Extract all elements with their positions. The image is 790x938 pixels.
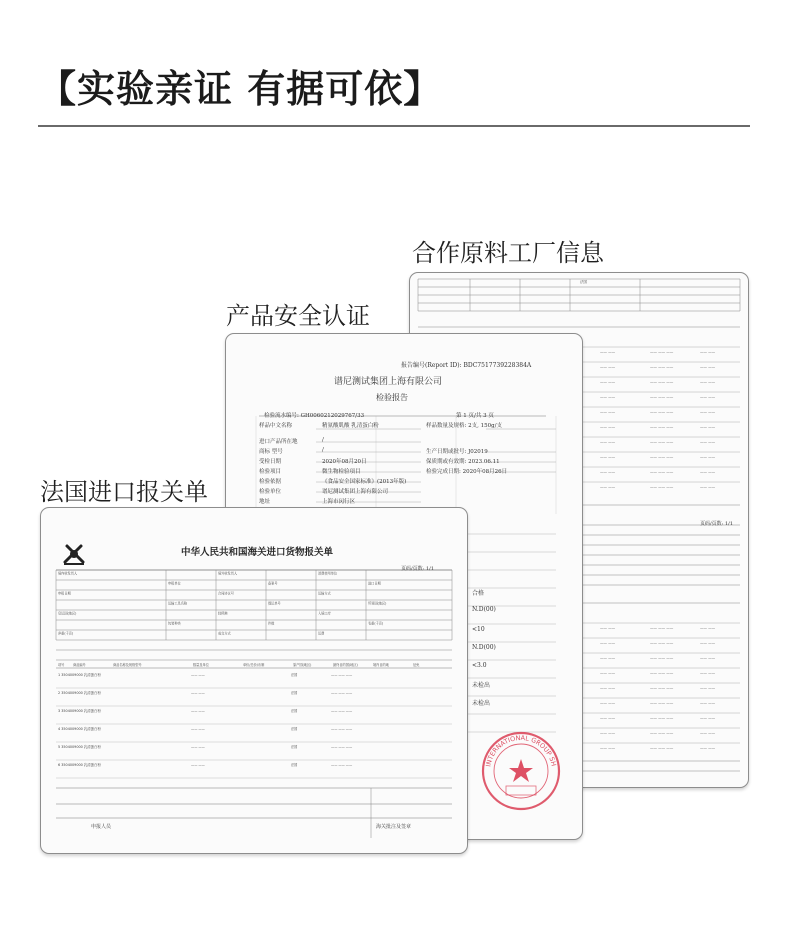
factory-row-text: —— —— xyxy=(600,686,616,690)
customs-footer-right: 海关批注及签章 xyxy=(376,824,412,830)
factory-row-text: —— —— xyxy=(700,485,716,489)
customs-col-header: 最终目的国(地区) xyxy=(333,663,358,667)
customs-item-country: 法国 xyxy=(291,709,298,713)
report-row-3-key: 受检日期 xyxy=(259,459,282,465)
report-row-6-key: 检验单位 xyxy=(259,489,282,495)
factory-row-text: —— —— xyxy=(600,365,616,369)
report-row-5-key: 检验依据 xyxy=(259,479,282,485)
factory-row-text: —— —— —— xyxy=(650,671,674,675)
customs-field-label: 申报单位 xyxy=(168,581,181,586)
customs-field-label: 进口日期 xyxy=(368,581,381,586)
factory-row-text: —— —— —— xyxy=(650,440,674,444)
customs-col-header: 单价/总价/币制 xyxy=(243,663,265,667)
customs-field-label: 成交方式 xyxy=(218,631,231,636)
factory-row-text: —— —— xyxy=(700,686,716,690)
page-title: 【实验亲证 有据可依】 xyxy=(38,67,443,111)
label-safety-cert: 产品安全认证 xyxy=(226,302,370,330)
factory-row-text: —— —— xyxy=(600,641,616,645)
customs-col-header: 商品名称及规格型号 xyxy=(113,663,142,667)
report-side-val-2: <10 xyxy=(472,626,485,633)
customs-field-label: 入境口岸 xyxy=(318,611,331,616)
report-row-7-val: 上海市闵行区 xyxy=(322,499,356,505)
report-row-0-key: 样品中文名称 xyxy=(259,423,293,429)
report-heading: 检验报告 xyxy=(376,393,408,402)
customs-field-label: 境外收发货人 xyxy=(218,571,238,576)
factory-row-text: —— —— —— xyxy=(650,731,674,735)
report-row-5-val: 《食品安全国家标准》(2013年版) xyxy=(322,479,407,485)
factory-row-text: —— —— xyxy=(700,470,716,474)
report-page-info: 第 1 页/共 3 页 xyxy=(456,413,494,419)
factory-row-text: —— —— xyxy=(600,470,616,474)
report-row-2-val: / xyxy=(322,447,324,453)
customs-field-label: 件数 xyxy=(268,621,275,626)
factory-row-text: —— —— xyxy=(700,380,716,384)
customs-field-label: 贸易国(地区) xyxy=(368,601,387,606)
customs-declaration-document xyxy=(40,507,468,854)
factory-row-text: —— —— xyxy=(600,425,616,429)
report-row-6-val: 谱尼测试集团上海有限公司 xyxy=(322,489,389,495)
factory-page-a: 页码/页数: 1/1 xyxy=(700,521,734,527)
factory-row-text: —— —— —— xyxy=(650,716,674,720)
report-right-3: 检验完成日期: 2020年08月26日 xyxy=(426,469,508,475)
label-customs-declaration: 法国进口报关单 xyxy=(40,478,208,506)
factory-row-text: —— —— —— xyxy=(650,455,674,459)
factory-row-text: —— —— —— xyxy=(650,746,674,750)
customs-field-label: 备案号 xyxy=(268,581,278,586)
factory-row-text: —— —— xyxy=(600,731,616,735)
factory-row-text: —— —— xyxy=(700,425,716,429)
report-side-val-3: N.D(00) xyxy=(472,644,496,651)
customs-page-info: 页码/页数: 1/1 xyxy=(401,566,435,572)
customs-field-label: 启运国(地区) xyxy=(58,611,77,616)
factory-row-text: —— —— xyxy=(700,641,716,645)
svg-text:INTERNATIONAL GROUP SH: INTERNATIONAL GROUP SH xyxy=(484,733,558,768)
factory-row-text: —— —— xyxy=(600,395,616,399)
factory-row-text: —— —— —— xyxy=(650,350,674,354)
customs-item-text: —— —— xyxy=(191,727,205,731)
customs-form-title: 中华人民共和国海关进口货物报关单 xyxy=(181,547,334,558)
customs-item-text: 6 3504009000 乳清蛋白粉 xyxy=(58,763,101,767)
report-row-4-val: 微生物检验项目 xyxy=(322,469,361,475)
customs-col-header: 数量及单位 xyxy=(193,663,209,667)
factory-row-text: —— —— xyxy=(600,746,616,750)
title-rule xyxy=(38,125,750,127)
factory-row-text: —— —— —— xyxy=(650,395,674,399)
report-right-1: 生产日期或批号: J02019 xyxy=(426,449,488,455)
customs-field-label: 申报日期 xyxy=(58,591,71,596)
customs-field-label: 包装种类 xyxy=(168,621,181,626)
customs-item-text: —— —— —— xyxy=(331,745,353,749)
customs-field-label: 毛重(千克) xyxy=(368,621,384,626)
factory-row-text: —— —— xyxy=(600,656,616,660)
customs-col-header: 商品编号 xyxy=(73,663,86,667)
report-row-0-val: 精氨酸肌酸 乳清蛋白粉 xyxy=(322,423,379,429)
customs-field-label: 运费 xyxy=(318,631,325,636)
factory-row-text: —— —— —— xyxy=(650,470,674,474)
customs-field-label: 境内收发货人 xyxy=(58,571,78,576)
factory-row-text: —— —— —— xyxy=(650,641,674,645)
factory-row-text: —— —— xyxy=(700,671,716,675)
customs-footer-left: 申报人员 xyxy=(91,824,112,830)
factory-row-text: —— —— xyxy=(600,350,616,354)
report-number: 报告编号(Report ID): BDC7517739228384A xyxy=(401,362,532,369)
customs-item-text: —— —— xyxy=(191,745,205,749)
factory-row-text: —— —— xyxy=(600,440,616,444)
customs-item-country: 法国 xyxy=(291,745,298,749)
factory-row-text: —— —— xyxy=(700,365,716,369)
factory-row-text: —— —— xyxy=(700,746,716,750)
customs-item-text: —— —— —— xyxy=(331,727,353,731)
factory-row-text: —— —— —— xyxy=(650,365,674,369)
report-side-val-4: <3.0 xyxy=(472,662,487,669)
factory-row-text: —— —— xyxy=(700,626,716,630)
factory-row-text: —— —— xyxy=(600,455,616,459)
customs-col-header: 境内目的地 xyxy=(373,663,389,667)
customs-item-country: 法国 xyxy=(291,691,298,695)
customs-col-header: 项号 xyxy=(58,663,65,667)
customs-item-text: —— —— xyxy=(191,763,205,767)
factory-row-text: —— —— xyxy=(600,485,616,489)
report-row-1-key: 进口产品所在地 xyxy=(259,439,298,445)
customs-item-text: 4 3504009000 乳清蛋白粉 xyxy=(58,727,101,731)
report-company: 谱尼测试集团上海有限公司 xyxy=(334,377,443,387)
customs-field-label: 经停港 xyxy=(218,611,228,616)
factory-row-text: —— —— xyxy=(700,716,716,720)
inspection-stamp xyxy=(476,726,566,816)
factory-row-text: —— —— xyxy=(600,701,616,705)
factory-row-text: —— —— —— xyxy=(650,380,674,384)
customs-item-country: 法国 xyxy=(291,727,298,731)
report-inspect-no: 检验流水编号: GH0060212029767/33 xyxy=(264,413,365,419)
report-right-0: 样品数量及规格: 2支, 150g/支 xyxy=(426,423,502,429)
customs-item-text: —— —— xyxy=(191,709,205,713)
customs-item-text: —— —— —— xyxy=(331,709,353,713)
customs-col-header: 征免 xyxy=(413,663,420,667)
factory-row-text: —— —— xyxy=(600,716,616,720)
factory-row-text: —— —— —— xyxy=(650,701,674,705)
customs-emblem-icon xyxy=(61,542,87,568)
customs-item-text: 1 3504009000 乳清蛋白粉 xyxy=(58,673,101,677)
customs-field-label: 净重(千克) xyxy=(58,631,74,636)
customs-lines xyxy=(41,508,467,853)
factory-country-label: 法国 xyxy=(580,280,587,284)
factory-row-text: —— —— xyxy=(700,440,716,444)
factory-row-text: —— —— xyxy=(600,410,616,414)
customs-item-text: 5 3504009000 乳清蛋白粉 xyxy=(58,745,101,749)
customs-item-text: —— —— xyxy=(191,673,205,677)
customs-item-text: —— —— xyxy=(191,691,205,695)
label-factory-info: 合作原料工厂信息 xyxy=(412,239,604,267)
customs-item-text: 2 3504009000 乳清蛋白粉 xyxy=(58,691,101,695)
customs-field-label: 提运单号 xyxy=(268,601,281,606)
customs-item-text: —— —— —— xyxy=(331,673,353,677)
factory-row-text: —— —— xyxy=(700,701,716,705)
customs-item-text: 3 3504009000 乳清蛋白粉 xyxy=(58,709,101,713)
report-side-val-0: 合格 xyxy=(472,590,485,597)
customs-item-text: —— —— —— xyxy=(331,763,353,767)
report-row-7-key: 地址 xyxy=(259,499,271,505)
factory-row-text: —— —— xyxy=(600,626,616,630)
customs-field-label: 运输工具名称 xyxy=(168,601,188,606)
report-row-1-val: / xyxy=(322,437,324,443)
report-side-val-5: 未检出 xyxy=(472,682,491,689)
report-side-val-6: 未检出 xyxy=(472,700,491,707)
report-row-4-key: 检验项目 xyxy=(259,469,282,475)
factory-row-text: —— —— —— xyxy=(650,686,674,690)
factory-row-text: —— —— xyxy=(700,455,716,459)
customs-item-country: 法国 xyxy=(291,673,298,677)
factory-row-text: —— —— —— xyxy=(650,425,674,429)
report-side-val-1: N.D(00) xyxy=(472,606,496,613)
report-row-2-key: 商标 型号 xyxy=(259,449,283,455)
customs-col-header: 原产国(地区) xyxy=(293,663,312,667)
factory-row-text: —— —— —— xyxy=(650,626,674,630)
customs-field-label: 合同协议号 xyxy=(218,591,234,596)
customs-item-text: —— —— —— xyxy=(331,691,353,695)
factory-row-text: —— —— xyxy=(700,350,716,354)
customs-field-label: 消费使用单位 xyxy=(318,571,338,576)
factory-row-text: —— —— xyxy=(600,380,616,384)
factory-row-text: —— —— —— xyxy=(650,410,674,414)
customs-field-label: 运输方式 xyxy=(318,591,331,596)
customs-item-country: 法国 xyxy=(291,763,298,767)
report-right-2: 保质期或有效期: 2023.06.11 xyxy=(426,459,500,465)
factory-row-text: —— —— —— xyxy=(650,656,674,660)
factory-row-text: —— —— xyxy=(700,395,716,399)
factory-row-text: —— —— xyxy=(700,410,716,414)
report-stamp-text xyxy=(576,734,583,735)
factory-row-text: —— —— xyxy=(700,731,716,735)
factory-row-text: —— —— xyxy=(600,671,616,675)
report-row-3-val: 2020年08月20日 xyxy=(322,459,367,465)
factory-row-text: —— —— —— xyxy=(650,485,674,489)
factory-row-text: —— —— xyxy=(700,656,716,660)
